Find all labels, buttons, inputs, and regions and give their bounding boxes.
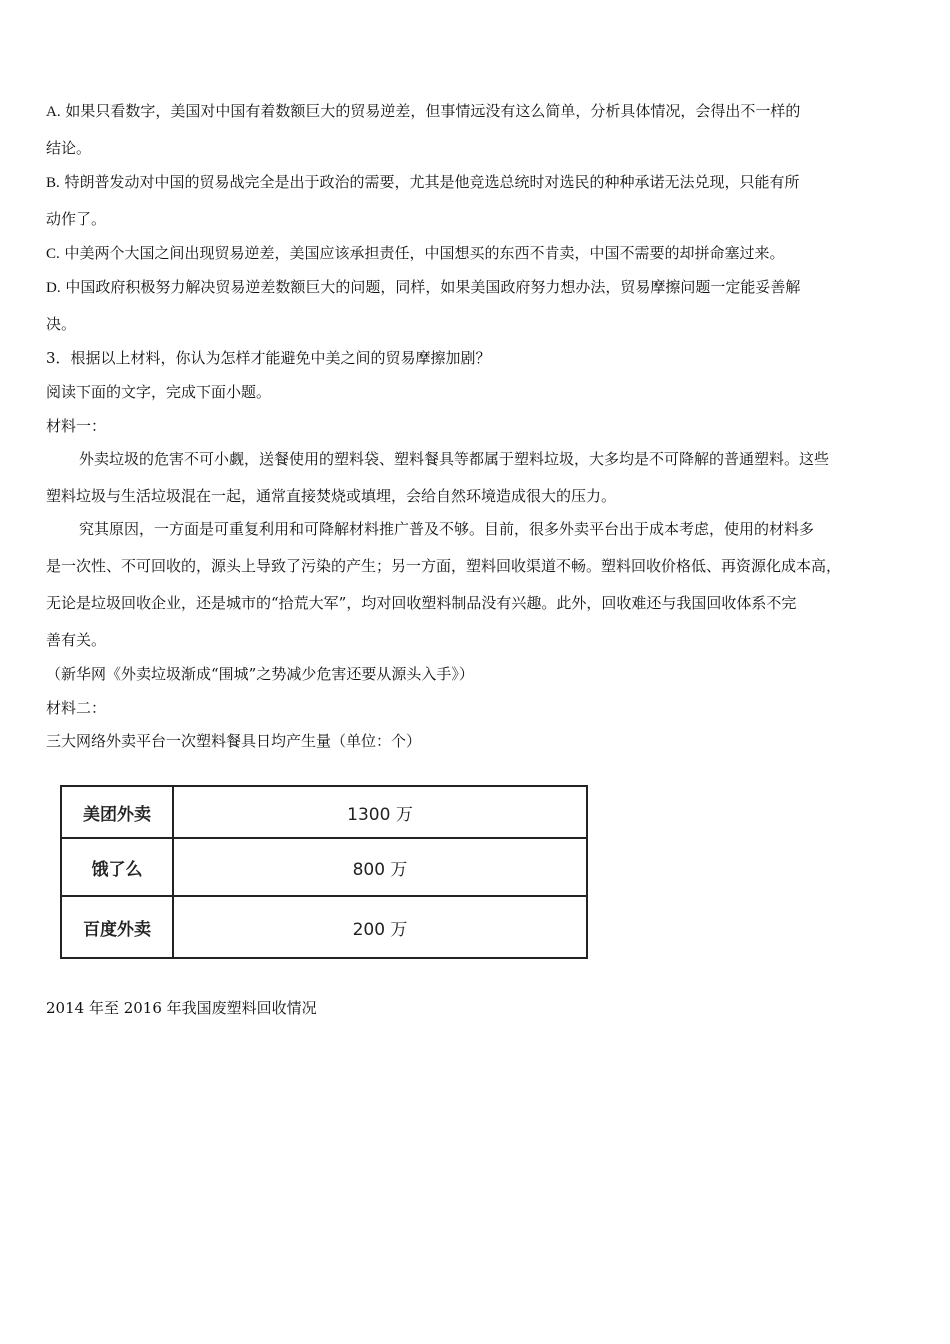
reading-instruction: 阅读下面的文字，完成下面小题。: [46, 383, 272, 401]
chart-title: 2014 年至 2016 年我国废塑料回收情况: [46, 999, 317, 1017]
platform-value: 800 万: [173, 838, 587, 896]
option-b-text: 特朗普发动对中国的贸易战完全是出于政治的需要，尤其是他竞选总统时对选民的种种承诺无法兑现，只能有所: [64, 173, 800, 191]
option-d-label: D.: [46, 280, 61, 296]
question-3: 3．根据以上材料，你认为怎样才能避免中美之间的贸易摩擦加剧？: [46, 349, 491, 367]
option-c-text: 中美两个大国之间出现贸易逆差，美国应该承担责任，中国想买的东西不肯卖，中国不需要的却拼命塞过来。: [64, 244, 785, 262]
table-title: 三大网络外卖平台一次塑料餐具日均产生量（单位：个）: [46, 732, 422, 750]
option-c-label: C.: [46, 246, 60, 262]
option-b-label: B.: [46, 175, 60, 191]
platform-name: 百度外卖: [61, 896, 173, 958]
material1-para2-line1: 究其原因，一方面是可重复利用和可降解材料推广普及不够。目前，很多外卖平台出于成本考虑，使用的材料多: [79, 520, 815, 538]
table-row: [61, 838, 587, 896]
option-a-line-1: [46, 101, 800, 122]
option-c-line-1: [46, 243, 785, 264]
material1-heading: 材料一：: [46, 417, 107, 435]
material1-para2-line4: 善有关。: [46, 631, 107, 649]
platform-name: 饿了么: [61, 838, 173, 896]
option-d-text: 中国政府积极努力解决贸易逆差数额巨大的问题，同样，如果美国政府努力想办法，贸易摩擦问题一定能妥善解: [65, 278, 801, 296]
option-a-label: A.: [46, 104, 61, 120]
platform-production-table: [60, 785, 588, 959]
option-a-line-2: 结论。: [46, 139, 92, 157]
material1-para1-line1: 外卖垃圾的危害不可小觑，送餐使用的塑料袋、塑料餐具等都属于塑料垃圾，大多均是不可降解的普通塑料。这些: [79, 450, 830, 468]
platform-value: 200 万: [173, 896, 587, 958]
table-row: [61, 786, 587, 838]
option-b-line-2: 动作了。: [46, 210, 107, 228]
option-b-line-1: [46, 172, 800, 193]
table-row: [61, 896, 587, 958]
option-a-text: 如果只看数字，美国对中国有着数额巨大的贸易逆差，但事情远没有这么简单，分析具体情况，会得出不一样的: [65, 102, 801, 120]
material2-heading: 材料二：: [46, 699, 107, 717]
material1-para2-line3: 无论是垃圾回收企业，还是城市的“拾荒大军”，均对回收塑料制品没有兴趣。此外，回收难还与我国回收体系不完: [46, 594, 797, 612]
material1-para2-line2: 是一次性、不可回收的，源头上导致了污染的产生；另一方面，塑料回收渠道不畅。塑料回收价格低、再资源化成本高，: [46, 557, 842, 575]
platform-name: 美团外卖: [61, 786, 173, 838]
option-d-line-2: 决。: [46, 315, 77, 333]
platform-value: 1300 万: [173, 786, 587, 838]
material1-para1-line2: 塑料垃圾与生活垃圾混在一起，通常直接焚烧或填埋，会给自然环境造成很大的压力。: [46, 487, 617, 505]
material1-source: （新华网《外卖垃圾渐成“围城”之势减少危害还要从源头入手》）: [46, 665, 474, 683]
option-d-line-1: [46, 277, 800, 298]
